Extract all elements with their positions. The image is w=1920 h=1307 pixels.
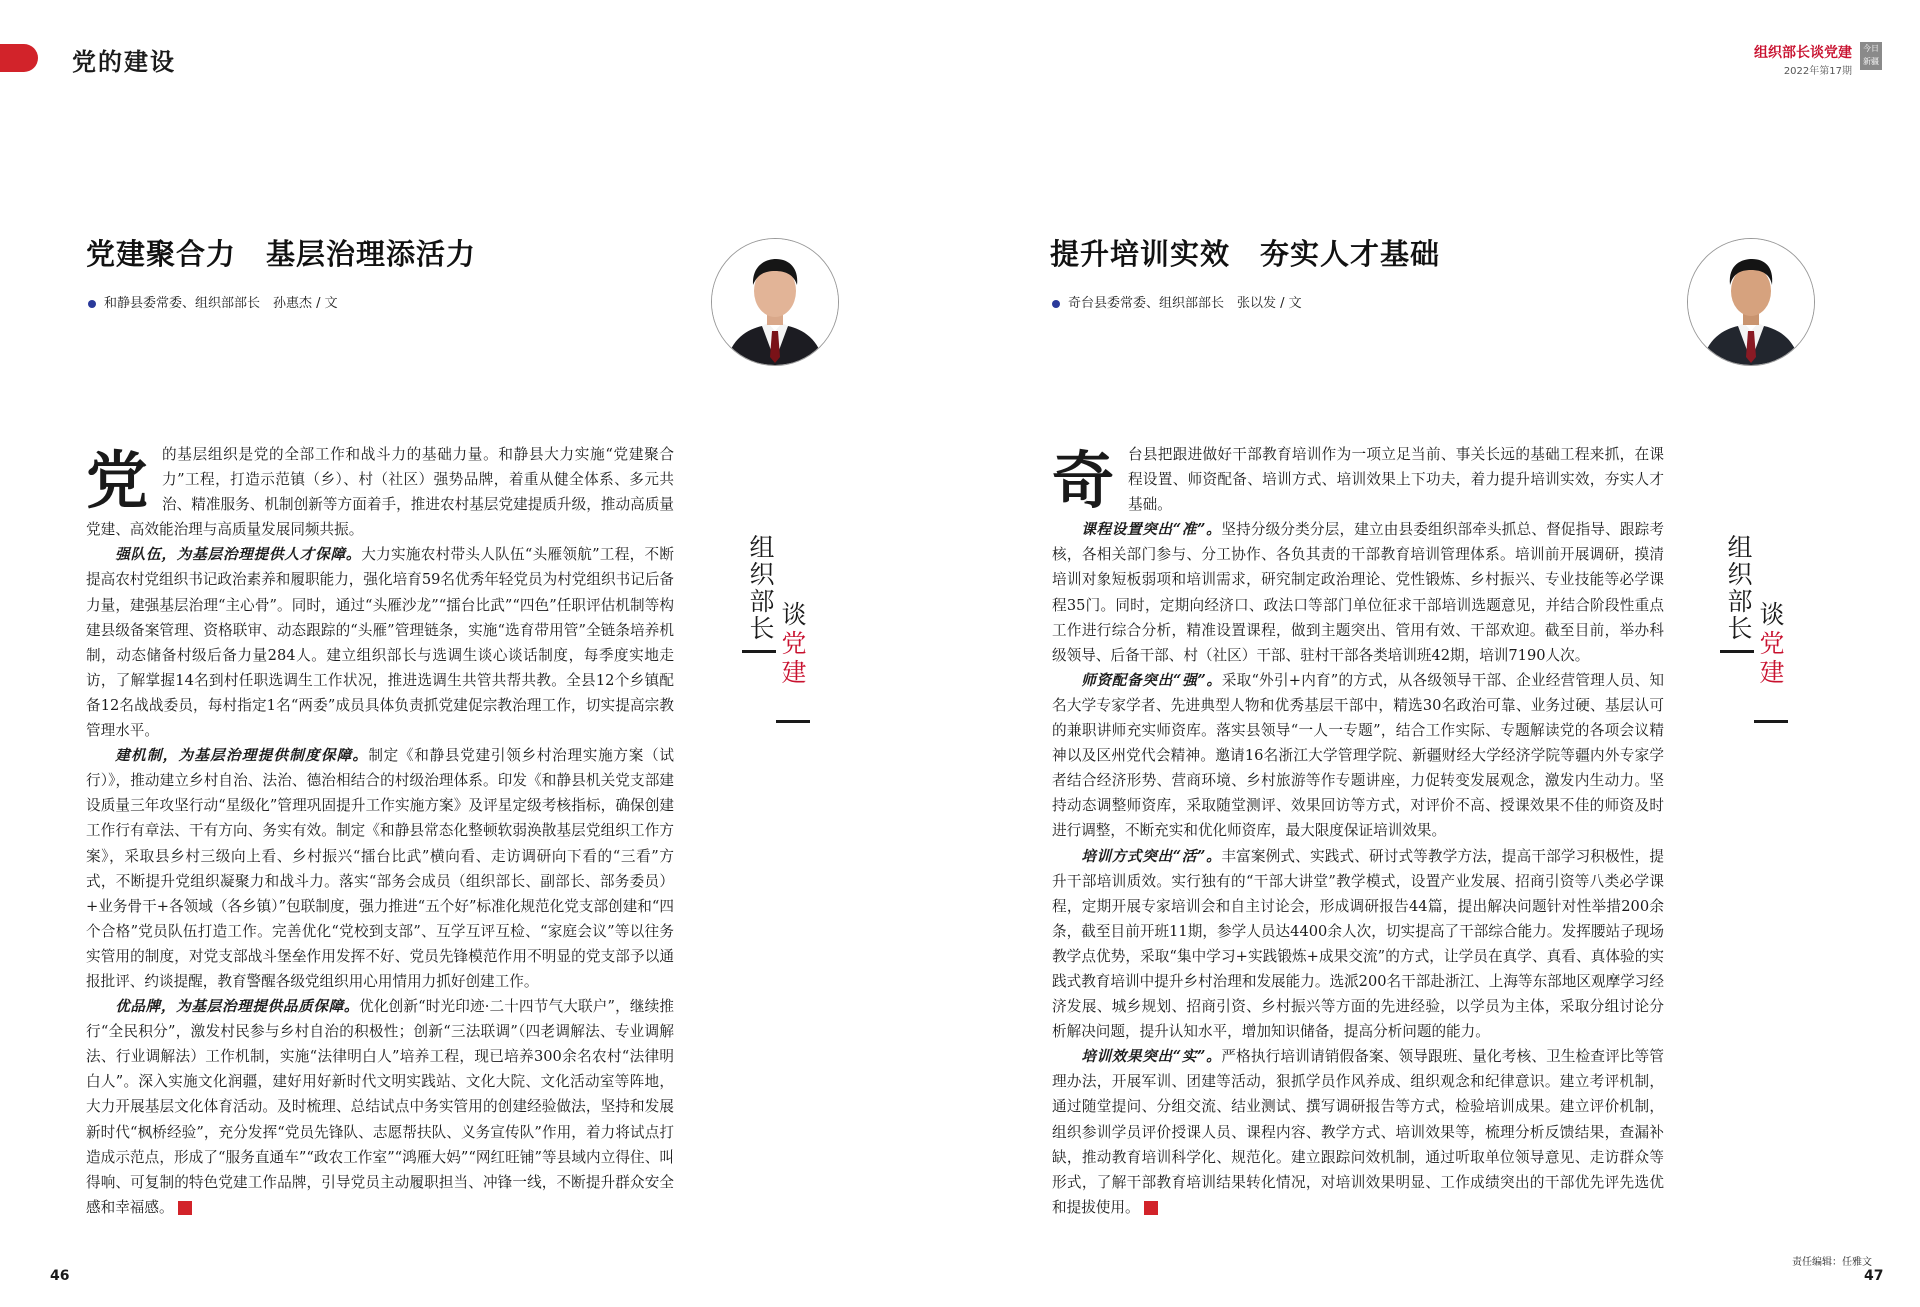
- left-article-body: [86, 442, 674, 1220]
- right-dropcap: 奇: [1052, 444, 1115, 517]
- label-rule: [742, 650, 776, 653]
- editor-credit: 责任编辑：任雅文: [1792, 1257, 1872, 1268]
- left-column-label: [742, 534, 842, 734]
- left-paragraph-1: [86, 542, 674, 743]
- magazine-brand: [1752, 42, 1852, 77]
- label-char: 长: [1727, 614, 1753, 643]
- left-article-title: 党建聚合力 基层治理添活力: [86, 237, 477, 271]
- label-char: 部: [1727, 587, 1753, 616]
- column-label-top: [748, 534, 776, 642]
- label-char: 组: [749, 533, 775, 562]
- label-char: 部: [749, 587, 775, 616]
- right-article-title: 提升培训实效 夯实人才基础: [1050, 237, 1441, 271]
- right-paragraph-text: 严格执行培训请销假备案、领导跟班、量化考核、卫生检查评比等管理办法，开展军训、团建等活动，狠抓学员作风养成、组织观念和纪律意识。建立考评机制，通过随堂提问、分组交流、结业测试、撰写调研报告等方式，检验培训成果。建立评价机制，组织参训学员评价授课人员、课程内容、教学方式、培训效果等，梳理分析反馈结果，查漏补缺，推动教育培训科学化、规范化。建立跟踪问效机制，通过听取单位领导意见、走访群众等形式，了解干部教育培训结果转化情况，对培训效果明显、工作成绩突出的干部优先评先选优和提拔使用。: [1052, 1048, 1664, 1216]
- right-paragraph-lead: 课程设置突出“准”。: [1081, 521, 1222, 539]
- right-paragraph-3: [1052, 844, 1664, 1045]
- left-dropcap: 党: [86, 444, 149, 517]
- column-label-bottom: [1758, 600, 1786, 687]
- left-paragraph-lead: 强队伍，为基层治理提供人才保障。: [115, 546, 362, 564]
- left-paragraph-lead: 建机制，为基层治理提供制度保障。: [115, 747, 369, 765]
- left-byline-text: 和静县委常委、组织部部长 孙惠杰 / 文: [104, 296, 338, 311]
- end-mark-icon: J: [178, 1201, 192, 1215]
- left-paragraph-text: 制定《和静县党建引领乡村治理实施方案（试行）》，推动建立乡村自治、法治、德治相结合的村级治理体系。印发《和静县机关党支部建设质量三年攻坚行动“星级化”管理巩固提升工作实施方案》及评星定级考核指标，确保创建工作行有章法、干有方向、务实有效。制定《和静县常态化整顿软弱涣散基层党组织工作方案》，采取县乡村三级向上看、乡村振兴“擂台比武”横向看、走访调研向下看的“三看”方式，不断提升党组织凝聚力和战斗力。落实“部务会成员（组织部长、副部长、部务委员）+业务骨干+各领域（各乡镇）”包联制度，强力推进“五个好”标准化规范化党支部创建和“四个合格”党员队伍打造工作。完善优化“党校到支部”、互学互评互检、“家庭会议”等以往务实管用的制度，对党支部战斗堡垒作用发挥不好、党员先锋模范作用不明显的党支部予以通报批评、约谈提醒，教育警醒各级党组织用心用情用力抓好创建工作。: [86, 747, 674, 990]
- bullet-icon: [1052, 300, 1060, 308]
- label-rule: [1720, 650, 1754, 653]
- label-char: 织: [1727, 560, 1753, 589]
- left-intro-text: 的基层组织是党的全部工作和战斗力的基础力量。和静县大力实施“党建聚合力”工程，打造示范镇（乡）、村（社区）强势品牌，着重从健全体系、多元共治、精准服务、机制创新等方面着手，推进农村基层党建提质升级，推动高质量党建、高效能治理与高质量发展同频共振。: [86, 446, 674, 539]
- left-paragraph-text: 大力实施农村带头人队伍“头雁领航”工程，不断提高农村党组织书记政治素养和履职能力，强化培育59名优秀年轻党员为村党组织书记后备力量，建强基层治理“主心骨”。同时，通过“头雁沙龙”“擂台比武”“四色”任职评估机制等构建县级备案管理、资格联审、动态跟踪的“头雁”管理链条，实施“选育带用管”全链条培养机制，动态储备村级后备力量284人。建立组织部长与选调生谈心谈话制度，每季度实地走访，了解掌握14名到村任职选调生工作状况，推进选调生共管共帮共教。全县12个乡镇配备12名战战委员，每村指定1名“两委”成员具体负责抓党建促宗教治理工作，切实提高宗教管理水平。: [86, 546, 674, 740]
- left-paragraph-2: [86, 743, 674, 994]
- portrait-image: [712, 239, 838, 365]
- right-paragraph-4: [1052, 1044, 1664, 1220]
- right-intro-paragraph: [1052, 442, 1664, 517]
- label-char: 党: [781, 629, 807, 658]
- right-paragraph-text: 采取“外引+内育”的方式，从各级领导干部、企业经营管理人员、知名大学专家学者、先进典型人物和优秀基层干部中，精选30名政治可靠、业务过硬、基层认可的兼职讲师充实师资库。落实县领导“一人一专题”，结合工作实际、专题解读党的各项会议精神以及区州党代会精神。邀请16名浙江大学管理学院、新疆财经大学经济学院等疆内外专家学者结合经济形势、营商环境、乡村旅游等作专题讲座，力促转变发展观念，激发内生动力。坚持动态调整师资库，采取随堂测评、效果回访等方式，对评价不高、授课效果不佳的师资及时进行调整，不断充实和优化师资库，最大限度保证培训效果。: [1052, 671, 1664, 840]
- left-paragraph-3: [86, 994, 674, 1220]
- left-intro-paragraph: [86, 442, 674, 542]
- brand-badge: 今日新疆: [1860, 42, 1882, 70]
- left-paragraph-text: 优化创新“时光印迹·二十四节气大联户”，继续推行“全民积分”，激发村民参与乡村自治的积极性；创新“三法联调”（四老调解法、专业调解法、行业调解法）工作机制，实施“法律明白人”培养工程，现已培养300余名农村“法律明白人”。深入实施文化润疆，建好用好新时代文明实践站、文化大院、文化活动室等阵地，大力开展基层文化体育活动。及时梳理、总结试点中务实管用的创建经验做法，坚持和发展新时代“枫桥经验”，充分发挥“党员先锋队、志愿帮扶队、义务宣传队”作用，着力将试点打造成示范点，形成了“服务直通车”“政农工作室”“鸿雁大妈”“网红旺铺”等县域内立得住、叫得响、可复制的特色党建工作品牌，引导党员主动履职担当、冲锋一线，不断提升群众安全感和幸福感。: [86, 998, 674, 1216]
- left-page-number: 46: [50, 1268, 70, 1284]
- section-title: 党的建设: [72, 47, 176, 76]
- section-tab-marker: [0, 44, 38, 72]
- label-char: 织: [749, 560, 775, 589]
- right-article-body: [1052, 442, 1664, 1220]
- left-article-byline: [88, 292, 338, 311]
- portrait-image: [1688, 239, 1814, 365]
- bullet-icon: [88, 300, 96, 308]
- label-rule: [1754, 720, 1788, 723]
- right-paragraph-2: [1052, 668, 1664, 844]
- brand-name: 组织部长谈党建: [1754, 45, 1852, 61]
- column-label-top: [1726, 534, 1754, 642]
- right-byline-text: 奇台县委常委、组织部部长 张以发 / 文: [1068, 296, 1302, 311]
- label-char: 党: [1759, 629, 1785, 658]
- right-paragraph-lead: 培训效果突出“实”。: [1081, 1048, 1222, 1066]
- right-paragraph-text: 坚持分级分类分层，建立由县委组织部牵头抓总、督促指导、跟踪考核，各相关部门参与、分工协作、各负其责的干部教育培训管理体系。培训前开展调研，摸清培训对象短板弱项和培训需求，研究制定政治理论、党性锻炼、乡村振兴、专业技能等必学课程35门。同时，定期向经济口、政法口等部门单位征求干部培训选题意见，并结合阶段性重点工作进行综合分析，精准设置课程，做到主题突出、管用有效、干部欢迎。截至目前，举办科级领导、后备干部、村（社区）干部、驻村干部各类培训班42期，培训7190人次。: [1052, 521, 1664, 664]
- label-char: 建: [781, 658, 807, 687]
- right-page-number: 47: [1864, 1268, 1884, 1284]
- column-label-bottom: [780, 600, 808, 687]
- left-author-portrait: [711, 238, 839, 366]
- label-char: 建: [1759, 658, 1785, 687]
- label-char: 谈: [1759, 600, 1785, 629]
- label-char: 谈: [781, 600, 807, 629]
- label-rule: [776, 720, 810, 723]
- label-char: 组: [1727, 533, 1753, 562]
- right-paragraph-text: 丰富案例式、实践式、研讨式等教学方法，提高干部学习积极性，提升干部培训质效。实行独有的“干部大讲堂”教学模式，设置产业发展、招商引资等八类必学课程，定期开展专家培训会和自主讨论会，形成调研报告44篇，提出解决问题针对性举措200余条，截至目前开班11期，参学人员达4400余人次，切实提高了干部综合能力。发挥腰站子现场教学点优势，采取“集中学习+实践锻炼+成果交流”的方式，让学员在真学、真看、真体验的实践式教育培训中提升乡村治理和发展能力。选派200名干部赴浙江、上海等东部地区观摩学习经济发展、城乡规划、招商引资、乡村振兴等方面的先进经验，以学员为主体，采取分组讨论分析解决问题，提升认知水平，增加知识储备，提高分析问题的能力。: [1052, 847, 1664, 1041]
- right-article-byline: [1052, 292, 1302, 311]
- right-author-portrait: [1687, 238, 1815, 366]
- right-paragraph-lead: 师资配备突出“强”。: [1081, 671, 1222, 689]
- right-paragraph-lead: 培训方式突出“活”。: [1081, 847, 1222, 865]
- right-column-label: [1720, 534, 1820, 734]
- end-mark-icon: J: [1144, 1201, 1158, 1215]
- left-paragraph-lead: 优品牌，为基层治理提供品质保障。: [115, 998, 360, 1016]
- label-char: 长: [749, 614, 775, 643]
- right-intro-text: 台县把跟进做好干部教育培训作为一项立足当前、事关长远的基础工程来抓，在课程设置、师资配备、培训方式、培训效果上下功夫，着力提升培训实效，夯实人才基础。: [1128, 446, 1664, 514]
- issue-label: 2022年第17期: [1783, 66, 1852, 77]
- right-paragraph-1: [1052, 517, 1664, 668]
